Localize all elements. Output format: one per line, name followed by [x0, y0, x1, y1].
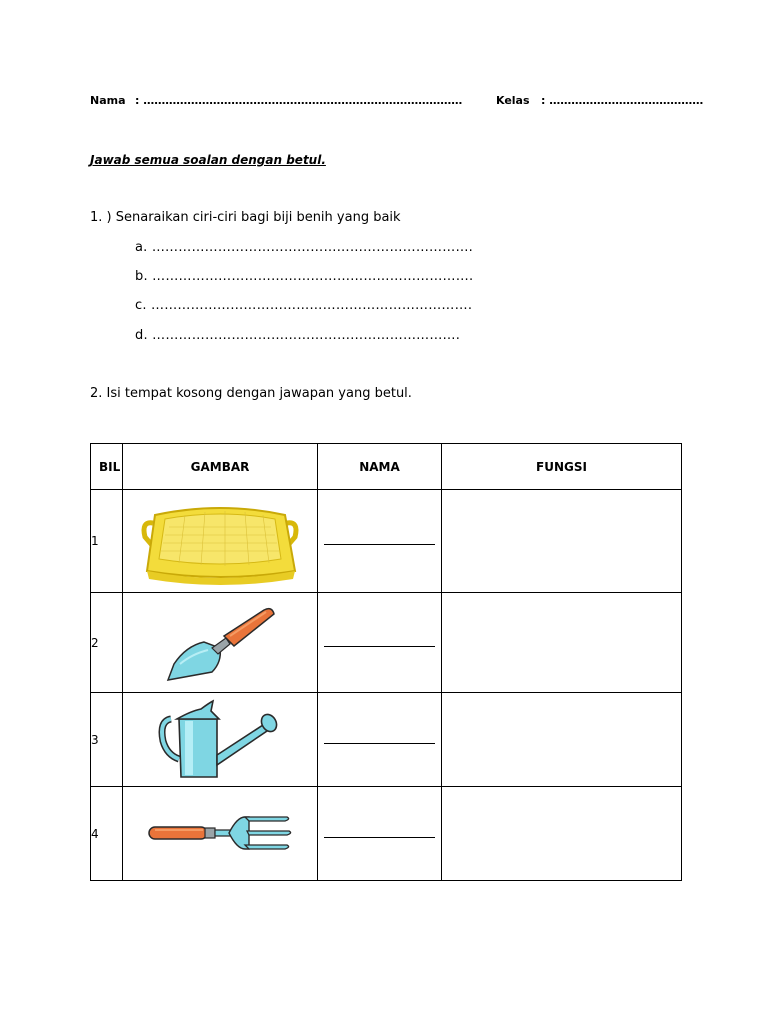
name-answer-cell[interactable] [318, 490, 442, 593]
header-bil: BIL [91, 444, 123, 490]
answer-table [90, 443, 682, 881]
table-row [91, 787, 682, 881]
name-label: Nama [90, 94, 126, 107]
answer-line-a[interactable]: a. ………………………………………………………………. [135, 240, 473, 255]
garden-fork-image [123, 787, 318, 881]
name-answer-cell[interactable] [318, 593, 442, 693]
table-row [91, 593, 682, 693]
row-number: 4 [91, 787, 123, 881]
answer-line-b[interactable]: b. ………………………………………………………………. [135, 269, 474, 284]
table-row [91, 693, 682, 787]
function-answer-cell[interactable] [442, 490, 682, 593]
function-answer-cell[interactable] [442, 693, 682, 787]
class-label: Kelas [496, 94, 530, 107]
function-answer-cell[interactable] [442, 787, 682, 881]
watering-can-image [123, 693, 318, 787]
header-gambar: GAMBAR [123, 444, 318, 490]
header-fungsi: FUNGSI [442, 444, 682, 490]
answer-line-d[interactable]: d. ……………………………………………………………. [135, 328, 461, 343]
yellow-basket-image [123, 490, 318, 593]
name-answer-cell[interactable] [318, 693, 442, 787]
header-nama: NAMA [318, 444, 442, 490]
table-row [91, 490, 682, 593]
table-header-row [91, 444, 682, 490]
class-field[interactable]: : …………………………………… [541, 94, 704, 107]
function-answer-cell[interactable] [442, 593, 682, 693]
row-number: 2 [91, 593, 123, 693]
question-1: 1. ) Senaraikan ciri-ciri bagi biji benih yang baik [90, 210, 401, 225]
name-answer-cell[interactable] [318, 787, 442, 881]
row-number: 3 [91, 693, 123, 787]
instruction: Jawab semua soalan dengan betul. [90, 153, 326, 167]
name-field[interactable]: : …………………………………………………………………………… [135, 94, 463, 107]
row-number: 1 [91, 490, 123, 593]
trowel-image [123, 593, 318, 693]
question-2: 2. Isi tempat kosong dengan jawapan yang betul. [90, 386, 412, 401]
answer-line-c[interactable]: c. ………………………………………………………………. [135, 298, 473, 313]
